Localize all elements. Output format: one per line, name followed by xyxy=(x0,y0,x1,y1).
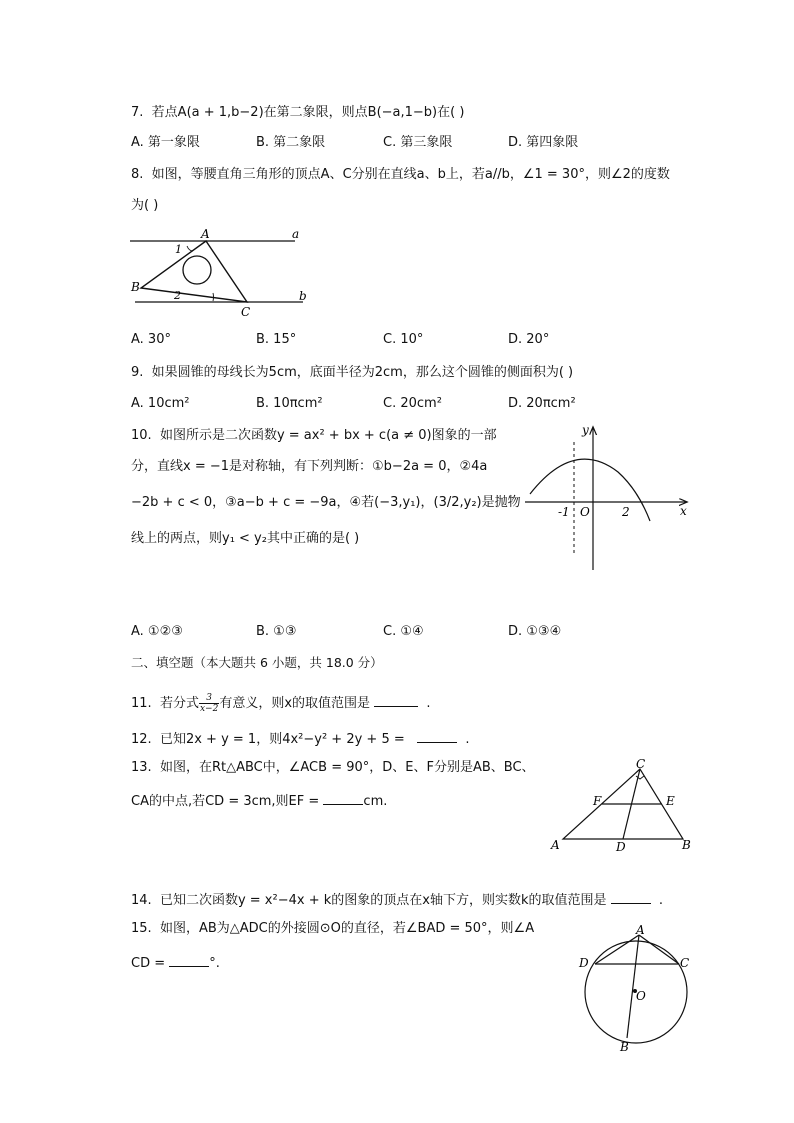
q14-text: 已知二次函数y = x²−4x + k的图象的顶点在x轴下方，则实数k的取值范围是 xyxy=(159,893,607,908)
q10-option-a[interactable]: A. ①②③ xyxy=(131,624,183,639)
q13-number: 13. xyxy=(131,760,152,775)
q15-label-B: B xyxy=(620,1040,629,1054)
q10-stem-line1 xyxy=(131,427,497,445)
q15-stem-line2 xyxy=(131,952,220,973)
q10-label-O: O xyxy=(580,505,590,519)
q9-option-b[interactable]: B. 10πcm² xyxy=(256,396,323,411)
q8-option-a[interactable]: A. 30° xyxy=(131,332,171,347)
q15-text-line1: 如图，AB为△ADC的外接圆⊙O的直径，若∠BAD = 50°，则∠A xyxy=(159,921,535,936)
q13-text-line2: CA的中点,若CD = 3cm,则EF = xyxy=(131,794,320,809)
q8-option-c[interactable]: C. 10° xyxy=(383,332,424,347)
q13-label-C: C xyxy=(636,757,646,771)
q12-text: 已知2x + y = 1，则4x²−y² + 2y + 5 = xyxy=(159,732,405,747)
q8-option-d[interactable]: D. 20° xyxy=(508,332,550,347)
q10-text-line3: −2b + c < 0，③a−b + c = −9a，④若(−3,y₁)，(3/2,y₂)是抛物 xyxy=(131,495,521,510)
q9-number: 9. xyxy=(131,365,144,380)
q8-label-a: a xyxy=(292,227,300,241)
q10-label-2: 2 xyxy=(622,505,630,519)
q7-option-b[interactable]: B. 第二象限 xyxy=(256,135,326,150)
q15-answer-blank[interactable] xyxy=(169,952,209,967)
q7-option-d[interactable]: D. 第四象限 xyxy=(508,135,579,150)
q10-option-b[interactable]: B. ①③ xyxy=(256,624,297,639)
q11-pre: 若分式 xyxy=(159,696,199,711)
q10-label-x: x xyxy=(680,504,687,518)
q13-answer-blank[interactable] xyxy=(323,790,363,805)
q10-option-c[interactable]: C. ①④ xyxy=(383,624,424,639)
q13-label-E: E xyxy=(666,794,675,808)
q12-answer-blank[interactable] xyxy=(417,728,457,743)
q13-stem-line1 xyxy=(131,759,535,777)
section-title-fill-in: 二、填空题（本大题共 6 小题，共 18.0 分） xyxy=(131,655,383,670)
q15-label-D: D xyxy=(579,956,589,970)
q11-frac-num: 3 xyxy=(199,693,219,704)
q7-option-a[interactable]: A. 第一象限 xyxy=(131,135,200,150)
q8-label-2: 2 xyxy=(174,289,181,302)
q7-number: 7. xyxy=(131,105,144,120)
q13-label-D: D xyxy=(616,840,626,854)
q11-end: . xyxy=(426,696,431,711)
q8-option-b[interactable]: B. 15° xyxy=(256,332,297,347)
q8-label-A: A xyxy=(201,227,210,241)
q13-label-B: B xyxy=(682,838,691,852)
q7-option-c[interactable]: C. 第三象限 xyxy=(383,135,453,150)
q8-label-C: C xyxy=(241,305,251,319)
q9-option-a[interactable]: A. 10cm² xyxy=(131,396,190,411)
q9-option-c[interactable]: C. 20cm² xyxy=(383,396,442,411)
q9-text: 如果圆锥的母线长为5cm，底面半径为2cm，那么这个圆锥的侧面积为( ) xyxy=(151,365,574,380)
q14-stem xyxy=(131,889,663,910)
q11-post: 有意义，则x的取值范围是 xyxy=(219,696,371,711)
q11-number: 11. xyxy=(131,696,152,711)
q10-figure xyxy=(520,420,695,576)
q14-number: 14. xyxy=(131,893,152,908)
q10-text-line4: 线上的两点，则y₁ < y₂其中正确的是( ) xyxy=(131,531,360,546)
q11-frac-den: x−2 xyxy=(199,704,219,714)
q15-text-line2: CD = xyxy=(131,956,166,971)
q13-unit: cm. xyxy=(363,794,388,809)
q8-label-B: B xyxy=(131,280,140,294)
q15-label-O: O xyxy=(636,989,646,1003)
q15-label-A: A xyxy=(636,923,645,937)
q15-unit: °. xyxy=(209,956,220,971)
q13-label-F: F xyxy=(593,794,602,808)
q7-stem xyxy=(131,104,464,122)
q9-stem xyxy=(131,364,573,382)
q9-option-d[interactable]: D. 20πcm² xyxy=(508,396,576,411)
q8-text-line2: 为( ) xyxy=(131,198,159,213)
q15-stem-line1 xyxy=(131,920,534,938)
q11-answer-blank[interactable] xyxy=(374,692,418,707)
q12-stem xyxy=(131,728,470,749)
q13-text-line1: 如图，在Rt△ABC中，∠ACB = 90°，D、E、F分别是AB、BC、 xyxy=(159,760,535,775)
q13-stem-line2 xyxy=(131,790,387,811)
q8-figure xyxy=(125,224,320,320)
q10-text-line2: 分，直线x = −1是对称轴，有下列判断：①b−2a = 0，②4a xyxy=(131,459,488,474)
q14-answer-blank[interactable] xyxy=(611,889,651,904)
q10-label-neg1: -1 xyxy=(558,505,570,519)
q11-fraction xyxy=(199,693,219,714)
q15-label-C: C xyxy=(680,956,690,970)
q14-end: . xyxy=(658,893,664,908)
q11-stem xyxy=(131,692,431,714)
q12-end: . xyxy=(465,732,470,747)
q12-number: 12. xyxy=(131,732,152,747)
q13-figure xyxy=(548,755,698,855)
q7-text: 若点A(a + 1,b−2)在第二象限，则点B(−a,1−b)在( ) xyxy=(151,105,465,120)
q13-label-A: A xyxy=(551,838,560,852)
q8-label-1: 1 xyxy=(175,243,182,256)
q15-figure xyxy=(574,920,698,1058)
q10-text-line1: 如图所示是二次函数y = ax² + bx + c(a ≠ 0)图象的一部 xyxy=(159,428,497,443)
q8-number: 8. xyxy=(131,167,144,182)
q10-number: 10. xyxy=(131,428,152,443)
q10-option-d[interactable]: D. ①③④ xyxy=(508,624,562,639)
q8-text-line1: 如图，等腰直角三角形的顶点A、C分别在直线a、b上，若a//b，∠1 = 30°，则∠2的度数 xyxy=(151,167,670,182)
q8-label-b: b xyxy=(299,289,307,303)
q10-label-y: y xyxy=(582,423,589,437)
q8-stem-line1 xyxy=(131,166,670,184)
q15-number: 15. xyxy=(131,921,152,936)
